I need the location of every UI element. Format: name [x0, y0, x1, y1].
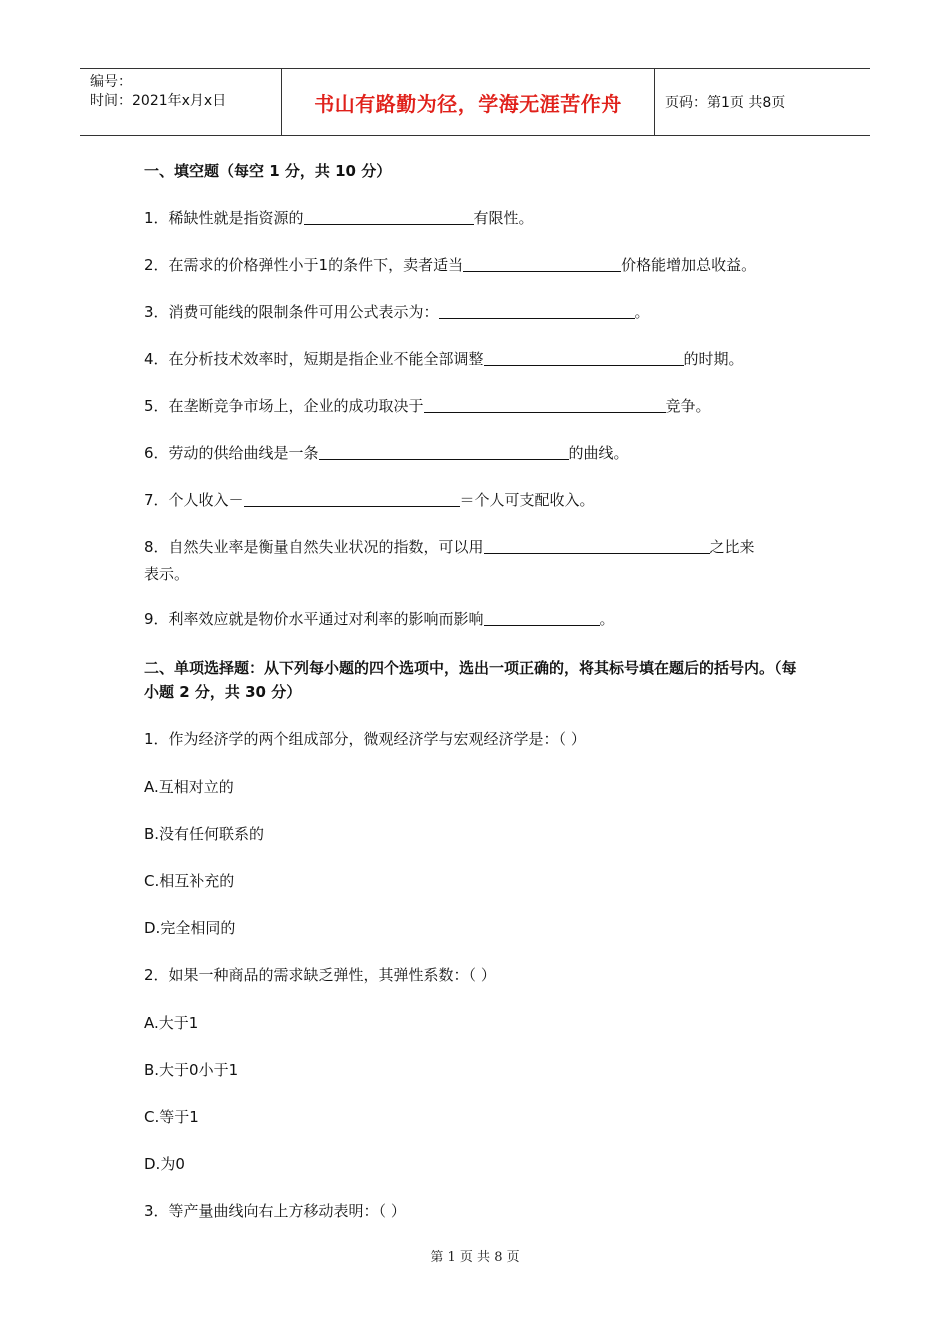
question-5 — [144, 396, 711, 416]
question-8-continued: 表示。 — [144, 565, 190, 583]
question-6-tail: 的曲线。 — [568, 444, 629, 462]
page-footer: 第 1 页 共 8 页 — [430, 1250, 520, 1265]
answer-blank — [439, 303, 635, 319]
mc-option: C.等于1 — [144, 1108, 199, 1126]
question-4 — [144, 349, 744, 369]
mc-option: D.完全相同的 — [144, 919, 236, 937]
answer-blank — [319, 444, 569, 460]
question-2-tail: 价格能增加总收益。 — [621, 256, 757, 274]
question-6 — [144, 443, 629, 463]
header-motto: 书山有路勤为径，学海无涯苦作舟 — [282, 69, 655, 135]
question-1-text: 1．稀缺性就是指资源的 — [144, 209, 304, 227]
page-header — [80, 68, 870, 136]
question-8-tail: 之比来 — [709, 538, 755, 556]
question-8 — [144, 537, 755, 557]
mc-option: A.互相对立的 — [144, 778, 234, 796]
question-3-text: 3．消费可能线的限制条件可用公式表示为： — [144, 303, 439, 321]
question-4-tail: 的时期。 — [683, 350, 744, 368]
mc-option: D.为0 — [144, 1155, 185, 1173]
section-2-title: 二、单项选择题：从下列每小题的四个选项中，选出一项正确的，将其标号填在题后的括号内。（每小题 2 分，共 30 分） — [144, 659, 797, 701]
question-1-tail: 有限性。 — [473, 209, 534, 227]
header-meta — [80, 69, 282, 135]
mc-option: B.没有任何联系的 — [144, 825, 265, 843]
section-1-title: 一、填空题（每空 1 分，共 10 分） — [144, 162, 392, 180]
question-9-tail: 。 — [599, 610, 615, 628]
id-label: 编号： — [90, 74, 132, 90]
answer-blank — [304, 209, 474, 225]
question-3-tail: 。 — [634, 303, 650, 321]
question-2 — [144, 255, 756, 275]
mc-question-1: 1．作为经济学的两个组成部分，微观经济学与宏观经济学是：（ ） — [144, 730, 586, 748]
question-9-text: 9．利率效应就是物价水平通过对利率的影响而影响 — [144, 610, 484, 628]
mc-question-2: 2．如果一种商品的需求缺乏弹性，其弹性系数：（ ） — [144, 966, 496, 984]
mc-option: C.相互补充的 — [144, 872, 235, 890]
question-5-tail: 竞争。 — [665, 397, 711, 415]
question-4-text: 4．在分析技术效率时，短期是指企业不能全部调整 — [144, 350, 484, 368]
question-5-text: 5．在垄断竞争市场上，企业的成功取决于 — [144, 397, 424, 415]
header-page-label: 页码：第1页 共8页 — [665, 95, 786, 111]
answer-blank — [484, 610, 600, 626]
answer-blank — [484, 350, 684, 366]
question-3 — [144, 302, 650, 322]
question-6-text: 6．劳动的供给曲线是一条 — [144, 444, 319, 462]
date-label: 时间：2021年x月x日 — [90, 93, 227, 109]
mc-option: A.大于1 — [144, 1014, 199, 1032]
question-8-text: 8．自然失业率是衡量自然失业状况的指数，可以用 — [144, 538, 484, 556]
mc-option: B.大于0小于1 — [144, 1061, 239, 1079]
question-1 — [144, 208, 534, 228]
question-7 — [144, 490, 595, 510]
question-2-text: 2．在需求的价格弹性小于1的条件下，卖者适当 — [144, 256, 464, 274]
answer-blank — [463, 256, 621, 272]
answer-blank — [424, 397, 666, 413]
question-9 — [144, 609, 615, 629]
question-7-tail: ＝个人可支配收入。 — [459, 491, 595, 509]
mc-question-3: 3．等产量曲线向右上方移动表明：（ ） — [144, 1202, 406, 1220]
question-7-text: 7．个人收入－ — [144, 491, 244, 509]
answer-blank — [484, 538, 710, 554]
answer-blank — [244, 491, 460, 507]
